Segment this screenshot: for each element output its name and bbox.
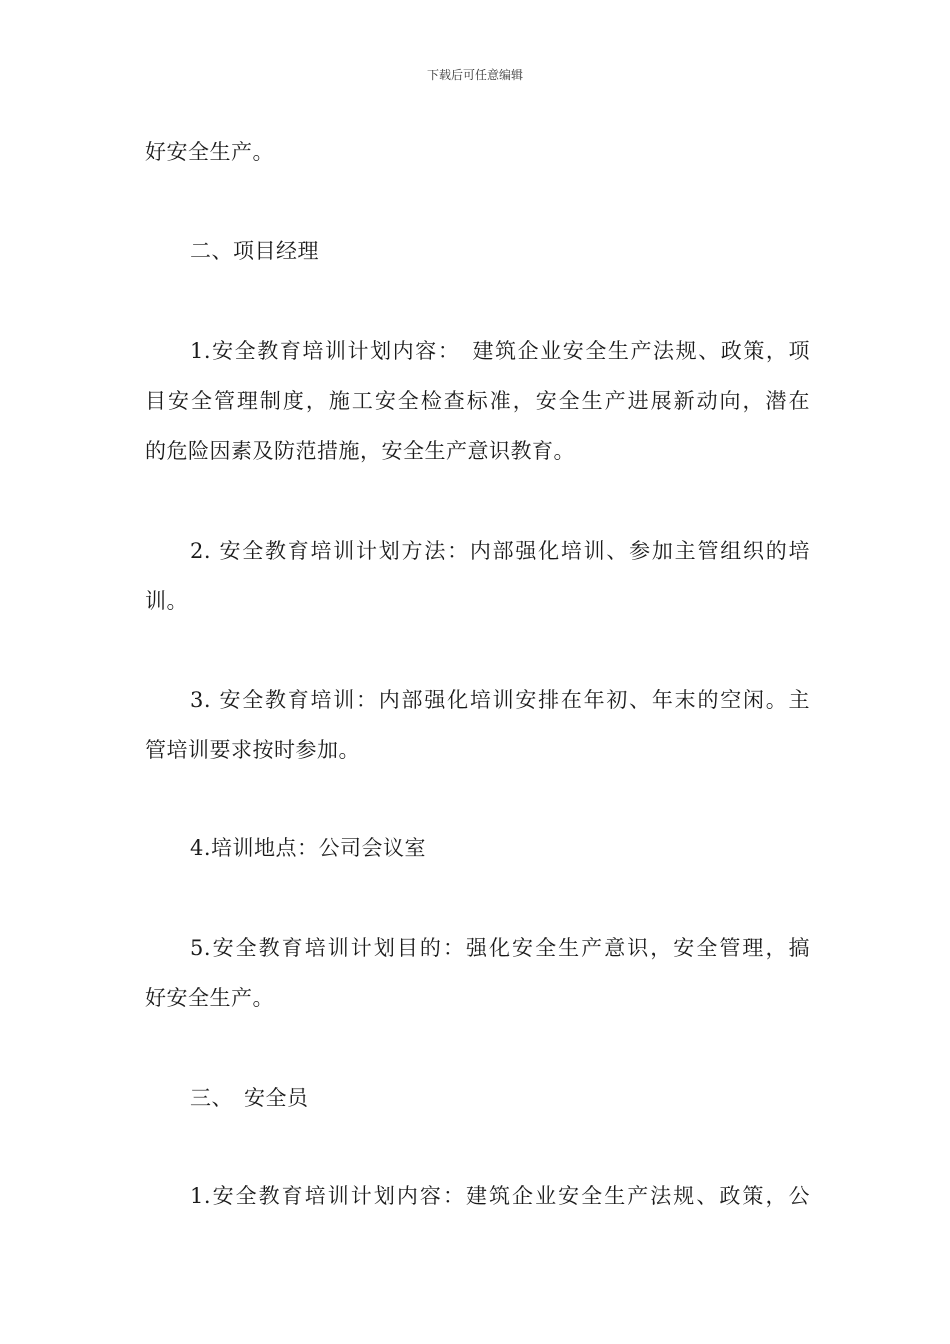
paragraph-line: 5.安全教育培训计划目的：强化安全生产意识，安全管理，搞	[190, 936, 810, 960]
section-heading: 三、 安全员	[190, 1086, 309, 1110]
paragraph-line: 好安全生产。	[145, 986, 274, 1010]
section-heading: 二、项目经理	[190, 239, 319, 263]
page-header: 下载后可任意编辑	[426, 68, 523, 82]
paragraph-line: 好安全生产。	[145, 140, 274, 164]
paragraph-line: 3. 安全教育培训：内部强化培训安排在年初、年末的空闲。主	[190, 688, 810, 712]
paragraph-line: 的危险因素及防范措施，安全生产意识教育。	[145, 439, 575, 463]
paragraph-line: 目安全管理制度，施工安全检查标准，安全生产进展新动向，潜在	[145, 389, 810, 413]
paragraph-line: 1.安全教育培训计划内容： 建筑企业安全生产法规、政策，项	[190, 339, 810, 363]
paragraph-line: 2. 安全教育培训计划方法：内部强化培训、参加主管组织的培	[190, 539, 810, 563]
paragraph-line: 1.安全教育培训计划内容：建筑企业安全生产法规、政策，公	[190, 1184, 810, 1208]
paragraph-line: 4.培训地点：公司会议室	[190, 836, 427, 860]
paragraph-line: 管培训要求按时参加。	[145, 738, 360, 762]
paragraph-line: 训。	[145, 589, 188, 613]
